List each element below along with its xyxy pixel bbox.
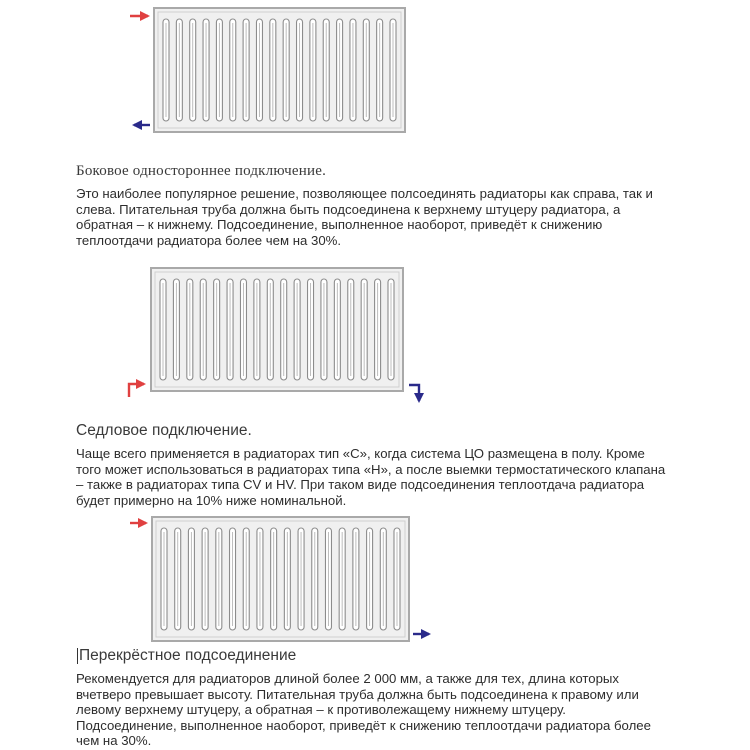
text-line: Рекомендуется для радиаторов длиной более 2 000 мм, а также для тех, длина которых (76, 671, 619, 686)
paragraph-side-connection (76, 186, 653, 248)
heading-side-connection: Боковое одностороннее подключение. (76, 163, 327, 179)
text-line: чем на 30%. (76, 733, 152, 749)
text-line: Чаще всего применяется в радиаторах тип «С», когда система ЦО размещена в полу. Кроме (76, 446, 645, 461)
text-line: левому верхнему штуцеру, а обратная – к противолежащему нижнему штуцеру. (76, 702, 566, 718)
paragraph-saddle-connection (76, 446, 665, 508)
text-line: будет примерно на 10% ниже номинальной. (76, 492, 347, 508)
supply-arrow-head (140, 11, 150, 21)
radiator-saddle-svg (124, 264, 434, 409)
radiator-diagram-cross (126, 512, 436, 647)
radiator-diagram-side (128, 4, 413, 134)
return-arrow (132, 120, 150, 130)
return-arrow-head (132, 120, 142, 130)
text-cursor (77, 648, 78, 664)
supply-arrow (130, 11, 150, 21)
text-line: теплоотдачи радиатора более чем на 30%. (76, 232, 342, 248)
return-arrow-head (421, 629, 431, 639)
return-arrow (413, 629, 431, 639)
heading-saddle-connection: Седловое подключение. (76, 422, 252, 439)
text-line: вчетверо превышает высоту. Питательная труба должна быть подсоединена к правому или (76, 686, 639, 702)
supply-arrow (129, 379, 146, 397)
paragraph-cross-connection (76, 671, 651, 749)
text-line: Это наиболее популярное решение, позволяющее полсоединять радиаторы как справа, так и (76, 186, 653, 201)
return-arrow-head (414, 393, 424, 403)
heading-cross-connection: Перекрёстное подсоединение (79, 647, 297, 664)
radiator-cross-svg (126, 512, 436, 647)
text-line: слева. Питательная труба должна быть подсоединена к верхнему штуцеру радиатора, а (76, 201, 621, 217)
return-arrow (409, 385, 424, 403)
supply-arrow-head (136, 379, 146, 389)
supply-arrow (130, 518, 148, 528)
text-line: Подсоединение, выполненное наоборот, приведёт к снижению теплоотдачи радиатора более (76, 717, 651, 733)
radiator-side-svg (128, 4, 413, 134)
supply-arrow-head (138, 518, 148, 528)
text-line: обратная – к нижнему. Подсоединение, выполненное наоборот, приведёт к снижению (76, 217, 603, 233)
radiator-diagram-saddle (124, 264, 434, 409)
text-line: – также в радиаторах типа CV и HV. При таком виде подсоединения теплоотдача радиатора (76, 477, 645, 493)
text-line: того может использоваться в радиаторах типа «Н», а после выемки термостатического клапана (76, 461, 666, 477)
